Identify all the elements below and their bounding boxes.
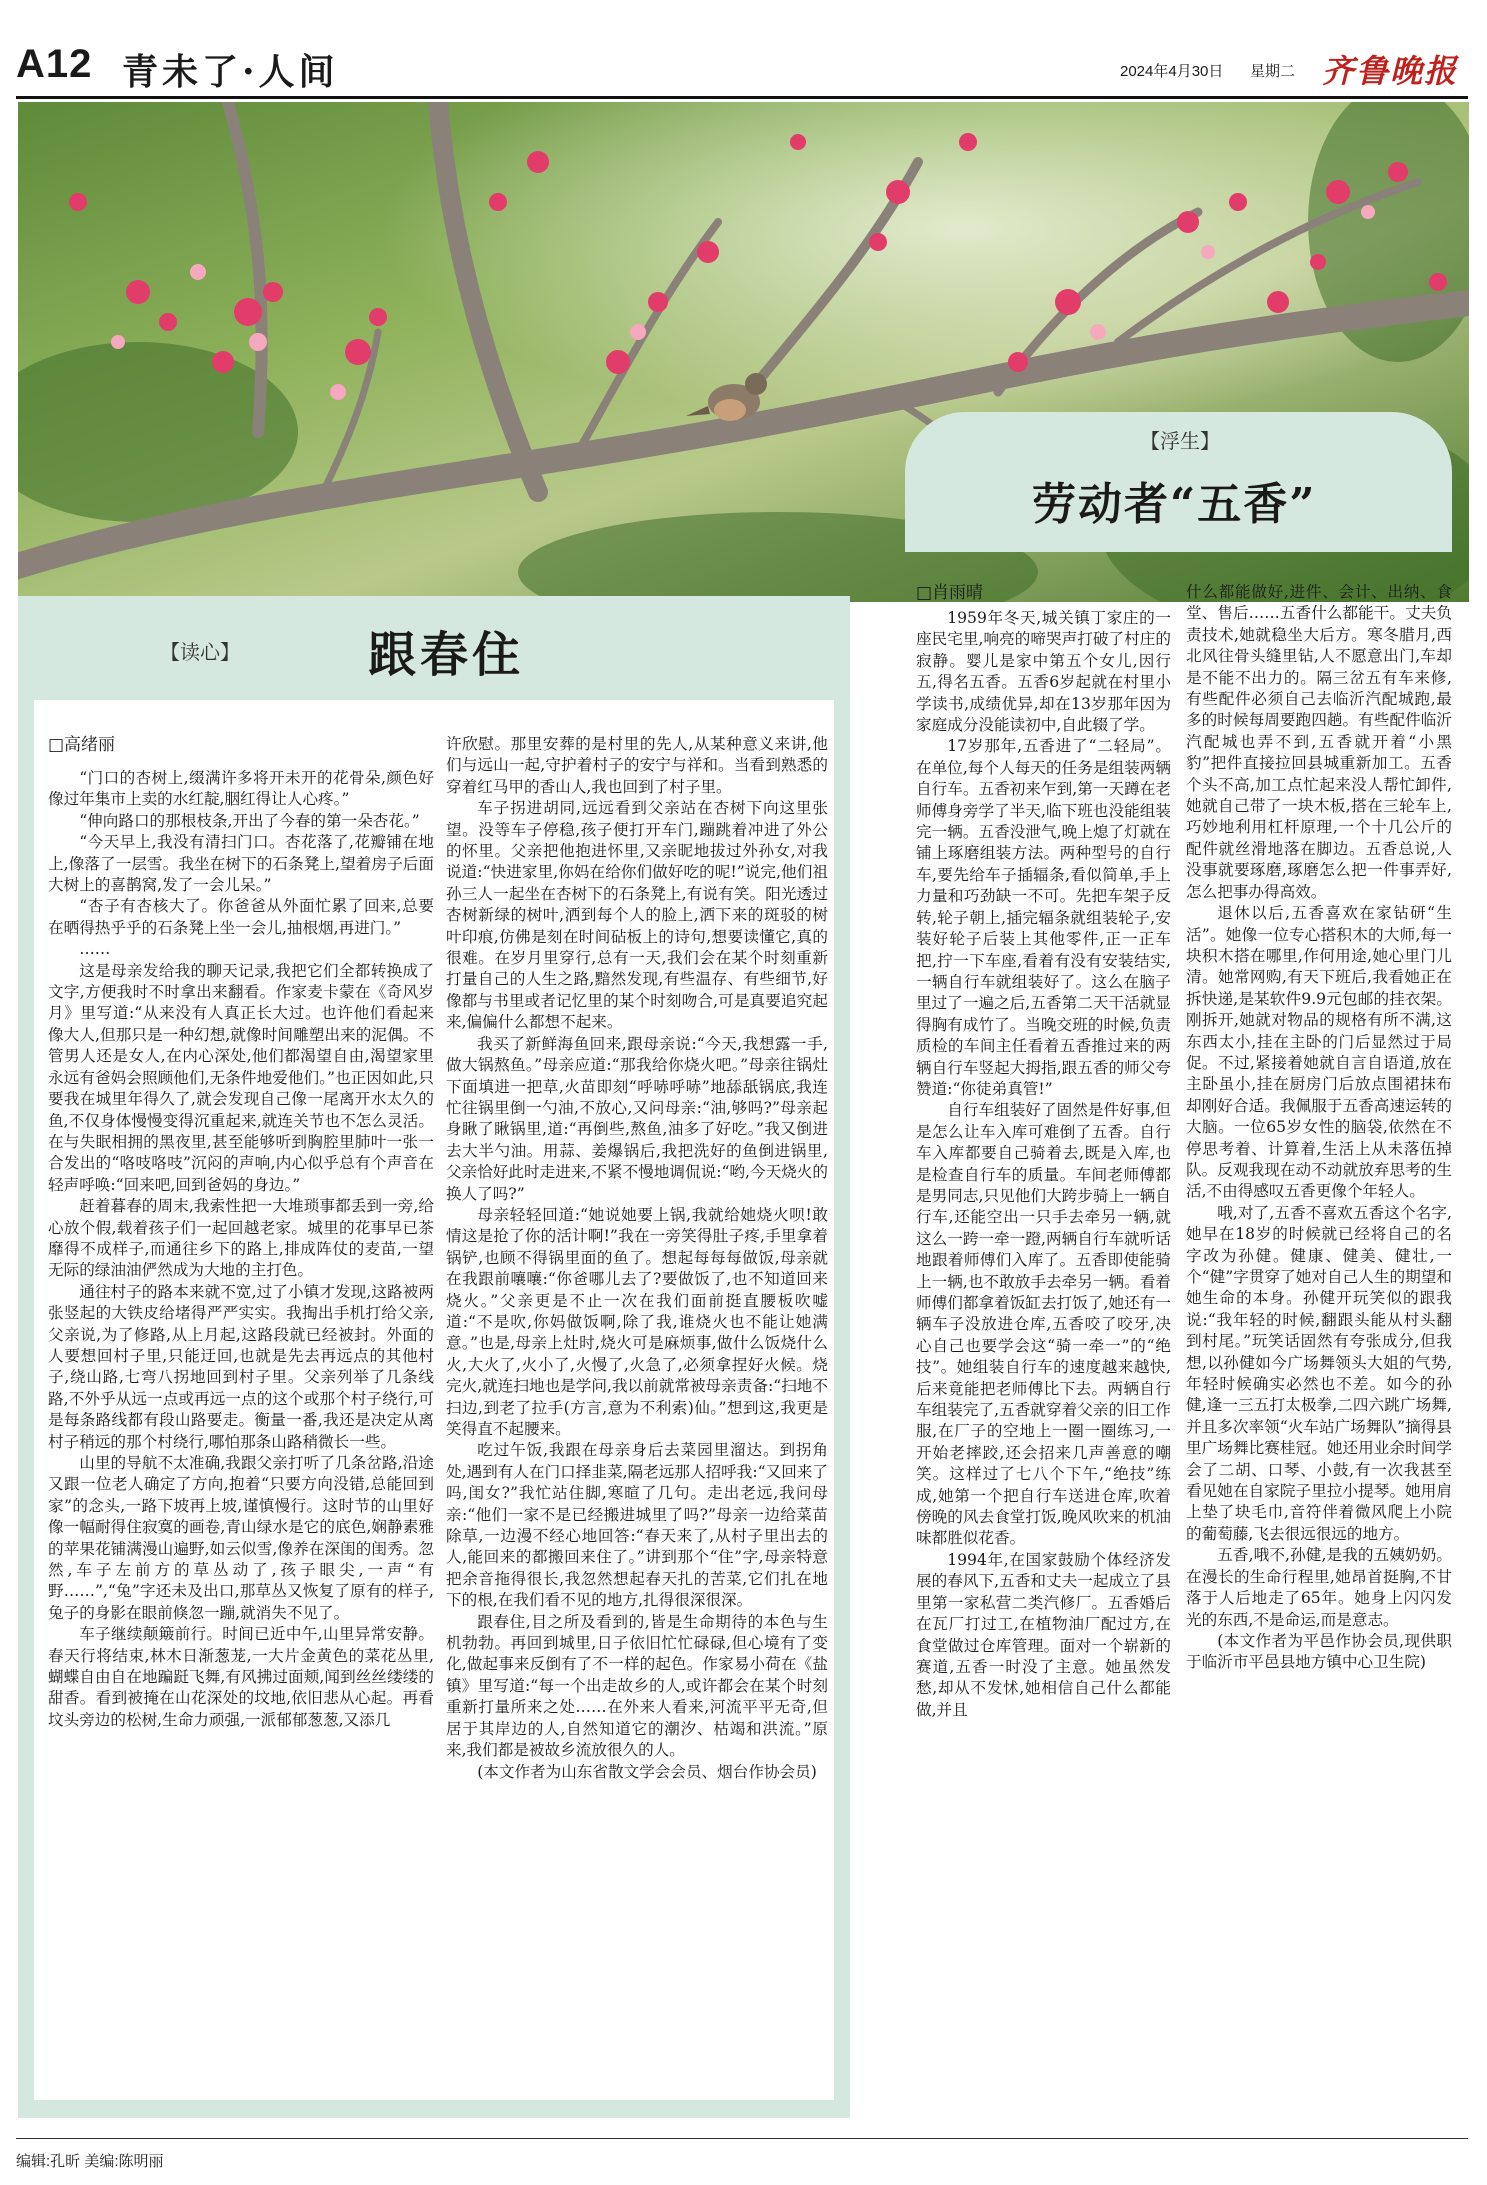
paragraph: “杏子有杏核大了。你爸爸从外面忙累了回来,总要在晒得热乎乎的石条凳上坐一会儿,抽根烟,再进门。” bbox=[48, 897, 434, 937]
author-note: (本文作者为平邑作协会员,现供职于临沂市平邑县地方镇中心卫生院) bbox=[1186, 1631, 1452, 1672]
footer-credits: 编辑:孔昕 美编:陈明丽 bbox=[16, 2153, 164, 2170]
paragraph: 退休以后,五香喜欢在家钻研“生活”。她像一位专心搭积木的大师,每一块积木搭在哪里,作何用途,她心里门儿清。她常网购,有天下班后,我看她正在拆快递,是某软件9.9元包邮的挂衣架。刚拆开,她就对物品的规格有所不满,这东西太小,挂在主卧的门后显然过于局促。不过,紧接着她就自言自语道,放在主卧虽小,挂在厨房门后放点围裙抹布却刚好合适。我佩服于五香高速运转的大脑。一位65岁女性的脑袋,依然在不停思考着、计算着,生活上从未落伍掉队。反观我现在动不动就放弃思考的生活,不由得感叹五香更像个年轻人。 bbox=[1186, 904, 1452, 1201]
paragraph: 1959年冬天,城关镇丁家庄的一座民宅里,响亮的啼哭声打破了村庄的寂静。婴儿是家中第五个女儿,因行五,得名五香。五香6岁起就在村里小学读书,成绩优异,却在13岁那年因为家庭成分没能读初中,自此辍了学。 bbox=[916, 609, 1171, 735]
paragraph: 赶着暮春的周末,我索性把一大堆琐事都丢到一旁,给心放个假,载着孩子们一起回越老家。城里的花事早已茶靡得不成样子,而通往乡下的路上,排成阵仗的麦苗,一望无际的绿油油俨然成为大地的主打色。 bbox=[48, 1197, 434, 1280]
paragraph: 跟春住,目之所及看到的,皆是生命期待的本色与生机勃勃。再回到城里,日子依旧忙忙碌碌,但心境有了变化,做起事来反倒有了不一样的起色。作家易小荷在《盐镇》里写道:“每一个出走故乡的人,或许都会在某个时刻重新打量所来之处……在外来人看来,河流平平无奇,但居于其岸边的人,自然知道它的潮汐、枯竭和洪流。”原来,我们都是被故乡流放很久的人。 bbox=[446, 1612, 828, 1760]
paragraph: 哦,对了,五香不喜欢五香这个名字,她早在18岁的时候就已经将自己的名字改为孙健。健康、健美、健壮,一个“健”字贯穿了她对自己人生的期望和她生命的本身。孙健开玩笑似的跟我说:“我年轻的时候,翻跟头能从村头翻到村尾。”玩笑话固然有夸张成分,但我想,以孙健如今广场舞领头大姐的气势,年轻时候确实必然也不差。如今的孙健,逢一三五打太极拳,二四六跳广场舞,并且多次率领“火车站广场舞队”摘得县里广场舞比赛桂冠。她还用业余时间学会了二胡、口琴、小鼓,有一次我甚至看见她在自家院子里拉小提琴。她用肩上垫了块毛巾,音符伴着微风爬上小院的葡萄藤,飞去很远很远的地方。 bbox=[1186, 1203, 1452, 1543]
issue-date: 2024年4月30日 bbox=[1120, 63, 1224, 80]
paragraph: “门口的杏树上,缀满许多将开未开的花骨朵,颜色好像过年集市上卖的水红靛,胭红得让人心疼。” bbox=[48, 769, 434, 809]
issue-weekday: 星期二 bbox=[1250, 63, 1296, 80]
header-rule bbox=[16, 96, 1468, 99]
footer-rule bbox=[16, 2138, 1468, 2139]
left-article-author: □高绪丽 bbox=[48, 735, 116, 755]
author-note: (本文作者为山东省散文学会会员、烟台作协会员) bbox=[477, 1762, 817, 1781]
left-article-column-2 bbox=[446, 734, 828, 2098]
paragraph: “今天早上,我没有清扫门口。杏花落了,花瓣铺在地上,像落了一层雪。我坐在树下的石条凳上,望着房子后面大树上的喜鹊窝,发了一会儿呆。” bbox=[48, 833, 434, 895]
section-name: 青未了·人间 bbox=[122, 51, 339, 93]
paragraph: 山里的导航不太准确,我跟父亲打听了几条岔路,沿途又跟一位老人确定了方向,抱着“只要方向没错,总能回到家”的念头,一路下坡再上坡,谨慎慢行。这时节的山里好像一幅耐得住寂寞的画卷,青山绿水是它的底色,娴静素雅的苹果花铺满漫山遍野,如云似雪,像养在深闺的闺秀。忽然,车子左前方的草丛动了,孩子眼尖,一声“有野……”,“兔”字还未及出口,那草丛又恢复了原有的样子,兔子的身影在眼前倏忽一蹦,就消失不见了。 bbox=[48, 1454, 434, 1622]
page-number: A12 bbox=[16, 42, 93, 86]
right-article-column-2 bbox=[1186, 582, 1452, 2118]
paragraph: 这是母亲发给我的聊天记录,我把它们全都转换成了文字,方便我时不时拿出来翻看。作家麦卡蒙在《奇风岁月》里写道:“从来没有人真正长大过。也许他们看起来像大人,但那只是一种幻想,就像时间雕塑出来的泥偶。不管男人还是女人,在内心深处,他们都渴望自由,渴望家里永远有爸妈会照顾他们,无条件地爱他们。”也正因如此,只要我在城里年得久了,就会发现自己像一尾离开水太久的鱼,不仅身体慢慢变得沉重起来,就连关节也不怎么灵活。在与失眠相拥的黑夜里,甚至能够听到胸腔里肺叶一张一合发出的“咯吱咯吱”沉闷的声响,内心似乎总有个声音在轻声呼唤:“回来吧,回到爸妈的身边。” bbox=[48, 961, 434, 1194]
paragraph: “伸向路口的那根枝条,开出了今春的第一朵杏花。” bbox=[79, 811, 420, 830]
paragraph: 车子拐进胡同,远远看到父亲站在杏树下向这里张望。没等车子停稳,孩子便打开车门,蹦跳着冲进了外公的怀里。父亲把他抱进怀里,又亲昵地拔过外孙女,对我说道:“快进家里,你妈在给你们做好吃的呢!”说完,他们祖孙三人一起坐在杏树下的石条凳上,有说有笑。阳光透过杏树新绿的树叶,洒到每个人的脸上,洒下来的斑驳的树叶印痕,仿佛是刻在时间砧板上的诗句,想要读懂它,真的很难。在岁月里穿行,总有一天,我们会在某个时刻重新打量自己的人生之路,黯然发现,有些温存、有些细节,好像都与书里或者记忆里的某个时刻吻合,可是真要追究起来,偏偏什么都想不起来。 bbox=[446, 799, 828, 1032]
right-article-column-1 bbox=[916, 608, 1171, 2118]
paragraph: 通往村子的路本来就不宽,过了小镇才发现,这路被两张竖起的大铁皮给堵得严严实实。我掏出手机打给父亲,父亲说,为了修路,从上月起,这路段就已经被封。外面的人要想回村子里,只能迂回,也就是先去再远点的其他村子,绕山路,七弯八拐地回到村子里。父亲列举了几条线路,不外乎从远一点或再远一点的这个或那个村子绕行,可是每条路线都有段山路要走。衡量一番,我还是决定从离村子稍远的那个村绕行,哪怕那条山路稍微长一些。 bbox=[48, 1282, 434, 1451]
paragraph: 母亲轻轻回道:“她说她要上锅,我就给她烧火呗!敢情这是抢了你的活计啊!”我在一旁笑得肚子疼,手里拿着锅铲,也顾不得锅里面的鱼了。想起每每每做饭,母亲就在我跟前嚷嚷:“你爸哪儿去了?要做饭了,也不知道回来烧火。”父亲更是不止一次在我们面前挺直腰板吹嘘道:“不是吹,你妈做饭啊,除了我,谁烧火也不能让她满意。”也是,母亲上灶时,烧火可是麻烦事,做什么饭烧什么火,大火了,火小了,火慢了,火急了,必须拿捏好火候。烧完火,就连扫地也是学问,我以前就常被母亲责备:“扫地不扫边,到老了拉手(方言,意为不利索)仙。”想到这,我更是笑得直不起腰来。 bbox=[446, 1205, 828, 1438]
newspaper-masthead: 齐鲁晚报 bbox=[1322, 52, 1459, 90]
paragraph: 自行车组装好了固然是件好事,但是怎么让车入库可难倒了五香。自行车入库都要自己骑着去,既是入库,也是检查自行车的质量。车间老师傅都是男同志,只见他们大跨步骑上一辆自行车,还能空出一只手去牵另一辆,就这么一跨一牵一蹬,两辆自行车就听话地跟着师傅们入库了。五香即使能骑上一辆,也不敢放手去牵另一辆。看着师傅们都拿着饭缸去打饭了,她还有一辆车子没放进仓库,五香咬了咬牙,决心自己也要学会这“骑一牵一”的“绝技”。她组装自行车的速度越来越快,后来竟能把老师傅比下去。两辆自行车组装完了,五香就穿着父亲的旧工作服,在厂子的空地上一圈一圈练习,一开始老摔跤,还会招来几声善意的嘲笑。这样过了七八个下午,“绝技”练成,她第一个把自行车送进仓库,吹着傍晚的风去食堂打饭,晚风吹来的机油味都胜似花香。 bbox=[916, 1101, 1171, 1548]
right-article-tag: 【浮生】 bbox=[1140, 431, 1220, 453]
paragraph: 五香,哦不,孙健,是我的五姨奶奶。在漫长的生命行程里,她昂首挺胸,不甘落于人后地走了65年。她身上闪闪发光的东西,不是命运,而是意志。 bbox=[1186, 1546, 1452, 1629]
paragraph: 1994年,在国家鼓励个体经济发展的春风下,五香和丈夫一起成立了县里第一家私营二类汽修厂。五香婚后在瓦厂打过工,在植物油厂配过方,在食堂做过仓库管理。面对一个崭新的赛道,五香一时没了主意。她虽然发愁,却从不发怵,她相信自己什么都能做,并且 bbox=[916, 1550, 1171, 1719]
paragraph: 什么都能做好,进件、会计、出纳、食堂、售后……五香什么都能干。丈夫负责技术,她就稳坐大后方。寒冬腊月,西北风往骨头缝里钻,人不愿意出门,车却是不能不出力的。隔三岔五有车来修,有些配件必须自己去临沂汽配城跑,最多的时候每周要跑四趟。有些配件临沂汽配城也弄不到,五香就开着“小黑豹”把件直接拉回县城重新加工。五香个头不高,加工点忙起来没人帮忙卸件,她就自己带了一块木板,搭在三轮车上,巧妙地利用杠杆原理,一个十几公斤的配件就丝滑地落在脚边。五香总说,人没事就要琢磨,琢磨怎么把一件事弄好,怎么把事办得高效。 bbox=[1186, 583, 1452, 901]
paragraph: 吃过午饭,我跟在母亲身后去菜园里溜达。到拐角处,遇到有人在门口择韭菜,隔老远那人招呼我:“又回来了吗,闺女?”我忙站住脚,寒暄了几句。走出老远,我问母亲:“他们一家不是已经搬进城里了吗?”母亲一边给菜苗除草,一边漫不经心地回答:“春天来了,从村子里出去的人,能回来的都搬回来住了。”讲到那个“住”字,母亲特意把余音拖得很长,我忽然想起春天扎的苦菜,它们扎在地下的根,在我们看不见的地方,扎得很深很深。 bbox=[446, 1441, 828, 1610]
left-article-title: 跟春住 bbox=[368, 627, 525, 683]
paragraph: 我买了新鲜海鱼回来,跟母亲说:“今天,我想露一手,做大锅熬鱼。”母亲应道:“那我给你烧火吧。”母亲往锅灶下面填进一把草,火苗即刻“呼哧呼哧”地舔舐锅底,我连忙往锅里倒一勺油,不放心,又问母亲:“油,够吗?”母亲起身瞅了瞅锅里,道:“再倒些,熬鱼,油多了好吃。”我又倒进去大半勺油。用蒜、姜爆锅后,我把洗好的鱼倒进锅里,父亲恰好此时走进来,不紧不慢地调侃说:“哟,今天烧火的换人了吗?” bbox=[446, 1034, 828, 1203]
paragraph: 许欣慰。那里安葬的是村里的先人,从某种意义来讲,他们与远山一起,守护着村子的安宁与祥和。当看到熟悉的穿着红马甲的香山人,我也回到了村子里。 bbox=[446, 735, 828, 796]
paragraph: 车子继续颠簸前行。时间已近中午,山里异常安静。春天行将结束,林木日渐葱茏,一大片金黄色的菜花丛里,蝴蝶自由自在地蹁跹飞舞,有风拂过面颊,闻到丝丝缕缕的甜香。看到被掩在山花深处的坟地,依旧悲从心起。再看坟头旁边的松树,生命力顽强,一派郁郁葱葱,又添几 bbox=[48, 1625, 434, 1729]
left-article-column-1 bbox=[48, 768, 434, 2098]
left-article-tag: 【读心】 bbox=[160, 642, 240, 664]
right-article-title: 劳动者“五香” bbox=[1032, 479, 1317, 530]
paragraph: …… bbox=[79, 940, 111, 959]
paragraph: 17岁那年,五香进了“二轻局”。在单位,每个人每天的任务是组装两辆自行车。五香初来乍到,第一天蹲在老师傅身旁学了半天,临下班也没能组装完一辆。五香没泄气,晚上熄了灯就在铺上琢磨组装方法。两种型号的自行车,要先给车子插辐条,看似简单,手上力量和巧劲缺一不可。先把车架子反转,轮子朝上,插完辐条就组装轮子,安装好轮子后装上其他零件,正一正车把,拧一下车座,看着有没有安装结实,一辆自行车就组装好了。这么在脑子里过了一遍之后,五香第二天干活就显得胸有成竹了。当晚交班的时候,负责质检的车间主任看着五香推过来的两辆自行车竖起大拇指,跟五香的师父夸赞道:“你徒弟真管!” bbox=[916, 737, 1171, 1098]
right-article-author: □肖雨晴 bbox=[916, 583, 984, 603]
